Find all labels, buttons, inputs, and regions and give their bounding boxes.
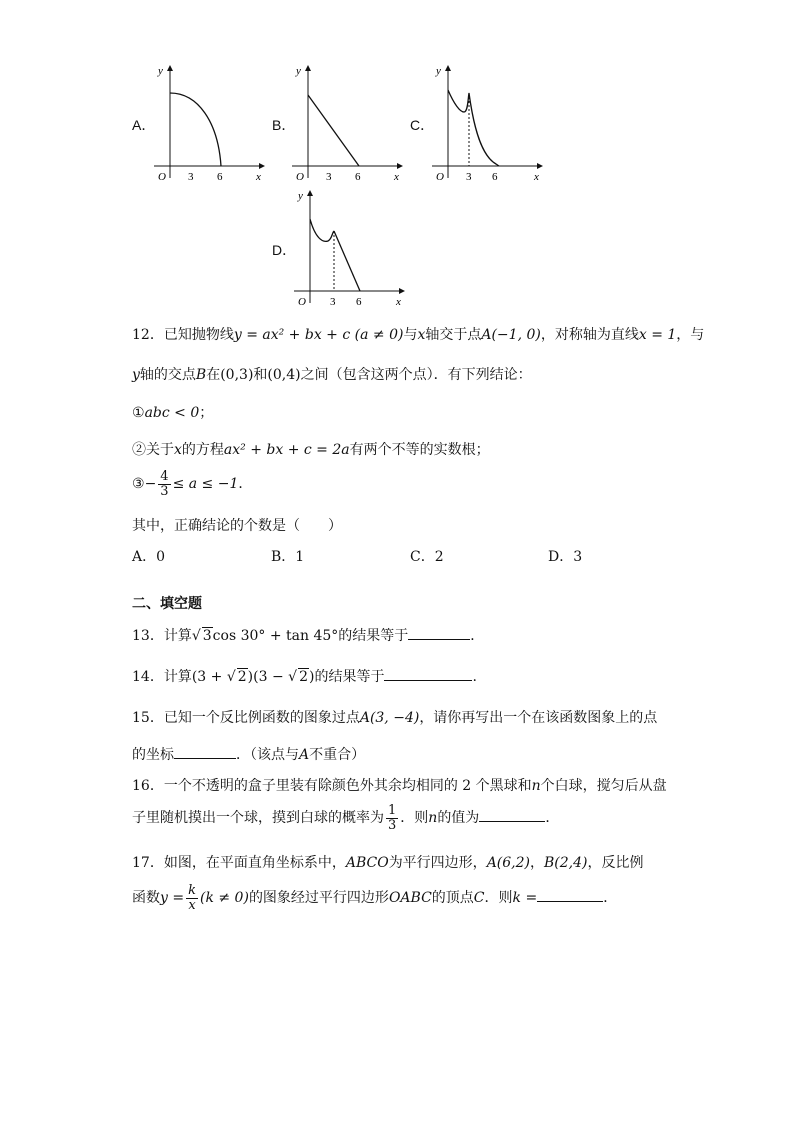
q14: 14．计算(3 + √ 2)(3 − √ 2)的结果等于 .	[132, 669, 477, 685]
graph-c-curve	[448, 90, 499, 166]
x-label: x	[394, 171, 399, 183]
y-label: y	[436, 65, 441, 77]
tick-3: 3	[330, 296, 336, 308]
x-label: x	[396, 296, 401, 308]
graph-b	[288, 60, 408, 185]
origin-label: O	[298, 296, 306, 308]
q12-conclusion-2: ②关于x的方程ax² + bx + c = 2a有两个不等的实数根；	[132, 442, 490, 458]
graph-a-curve	[170, 93, 221, 166]
y-label: y	[298, 190, 303, 202]
section-heading: 二、填空题	[132, 596, 202, 612]
x-label: x	[534, 171, 539, 183]
q16-line1: 16．一个不透明的盒子里装有除颜色外其余均相同的 2 个黑球和n个白球，搅匀后从盘	[132, 778, 667, 794]
origin-label: O	[296, 171, 304, 183]
q17-line2: 函数y = $\frac{k}{x}$ (k ≠ 0)的图象经过平行四边形OABC的顶点C．则k = ．	[132, 883, 618, 913]
answer-blank	[479, 809, 545, 822]
x-label: x	[256, 171, 261, 183]
q15-line2: 的坐标 ．（该点与A不重合）	[132, 747, 366, 763]
q12-conclusion-1: ①abc < 0；	[132, 405, 214, 421]
answer-blank	[408, 627, 470, 640]
y-label: y	[296, 65, 301, 77]
graph-c	[428, 60, 548, 185]
option-d-label: D．	[272, 242, 297, 258]
tick-6: 6	[492, 171, 498, 183]
q12-option-a: A．0	[132, 549, 166, 565]
tick-3: 3	[326, 171, 332, 183]
origin-label: O	[436, 171, 444, 183]
graph-d	[290, 185, 410, 310]
tick-3: 3	[188, 171, 194, 183]
y-label: y	[158, 65, 163, 77]
option-a-label: A．	[132, 117, 156, 133]
tick-6: 6	[217, 171, 223, 183]
tick-6: 6	[355, 171, 361, 183]
q15-line1: 15．已知一个反比例函数的图象过点A(3, −4)，请你再写出一个在该函数图象上的点	[132, 710, 658, 726]
graph-d-line	[334, 231, 360, 291]
q12-option-b: B．1	[271, 549, 305, 565]
option-b-label: B．	[272, 117, 296, 133]
q12-line2: y轴的交点B在(0,3)和(0,4)之间（包含这两个点）．有下列结论：	[132, 367, 532, 383]
origin-label: O	[158, 171, 166, 183]
answer-blank	[174, 746, 236, 759]
graph-b-line	[308, 95, 359, 166]
answer-blank	[384, 668, 472, 681]
graph-a	[150, 60, 270, 185]
q13: 13．计算√ 3cos 30° + tan 45°的结果等于 ．	[132, 628, 485, 644]
q12-conclusion-3: ③− $\frac{4}{3}$ ≤ a ≤ −1．	[132, 469, 253, 499]
answer-blank	[537, 889, 603, 902]
option-c-label: C．	[410, 117, 435, 133]
tick-3: 3	[466, 171, 472, 183]
graph-d-curve	[310, 219, 334, 241]
q17-line1: 17．如图，在平面直角坐标系中，ABCO为平行四边形，A(6,2)，B(2,4)，反比例	[132, 855, 644, 871]
q12-ask: 其中，正确结论的个数是（ ）	[132, 518, 342, 534]
q12-line1: 12．已知抛物线y = ax² + bx + c (a ≠ 0)与x轴交于点A(−1, 0)，对称轴为直线x = 1，与	[132, 327, 705, 343]
q12-option-d: D．3	[548, 549, 583, 565]
q16-line2: 子里随机摸出一个球，摸到白球的概率为 $\frac{1}{3}$ ．则n的值为 ．	[132, 803, 560, 833]
tick-6: 6	[356, 296, 362, 308]
q12-option-c: C．2	[410, 549, 444, 565]
